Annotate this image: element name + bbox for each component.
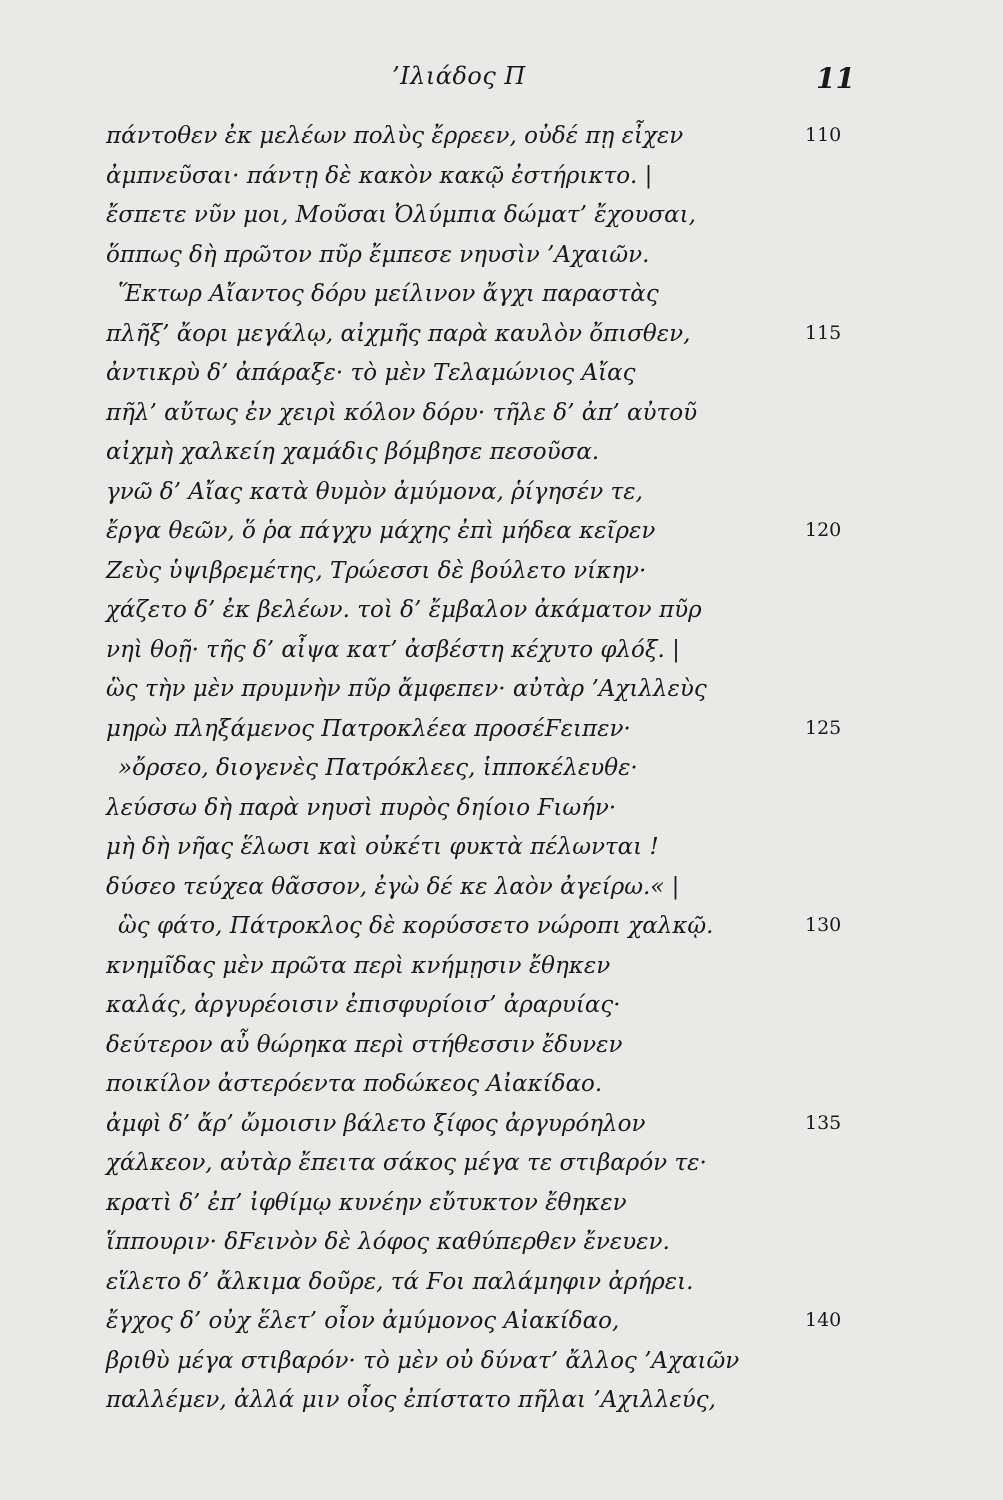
verse-line: πῆλ’ αὔτως ἐν χειρὶ κόλον δόρυ· τῆλε δ’ ἀπ’ αὐτοῦ: [106, 400, 698, 426]
verse-line: ὣς φάτο, Πάτροκλος δὲ κορύσσετο νώροπι χαλκῷ.: [118, 913, 714, 939]
verse-line: ἔργα θεῶν, ὅ ῥα πάγχυ μάχης ἐπὶ μήδεα κεῖρεν: [106, 518, 656, 544]
verse-line: παλλέμεν, ἀλλά μιν οἶος ἐπίστατο πῆλαι ’Αχιλλεύς,: [106, 1387, 716, 1413]
line-number: 140: [805, 1309, 842, 1331]
verse-line: ὅππως δὴ πρῶτον πῦρ ἔμπεσε νηυσὶν ’Αχαιῶν.: [106, 242, 650, 268]
verse-line: νηὶ θοῇ· τῆς δ’ αἶψα κατ’ ἀσβέστη κέχυτο φλόξ. |: [106, 637, 680, 663]
verse-line: ποικίλον ἀστερόεντα ποδώκεος Αἰακίδαο.: [106, 1071, 603, 1097]
page-number: 11: [816, 62, 855, 95]
verse-line: Ζεὺς ὑψιβρεμέτης, Τρώεσσι δὲ βούλετο νίκην·: [106, 558, 647, 584]
verse-line: δύσεο τεύχεα θᾶσσον, ἐγὼ δέ κε λαὸν ἀγείρω.« |: [106, 874, 680, 900]
verse-line: χάζετο δ’ ἐκ βελέων. τοὶ δ’ ἔμβαλον ἀκάματον πῦρ: [106, 597, 702, 623]
line-number: 115: [805, 322, 842, 344]
verse-line: βριθὺ μέγα στιβαρόν· τὸ μὲν οὐ δύνατ’ ἄλλος ’Αχαιῶν: [106, 1348, 740, 1374]
verse-line: »ὄρσεο, διογενὲς Πατρόκλεες, ἱπποκέλευθε·: [118, 755, 638, 781]
verse-line: κρατὶ δ’ ἐπ’ ἰφθίμῳ κυνέην εὔτυκτον ἔθηκεν: [106, 1190, 627, 1216]
verse-line: ὣς τὴν μὲν πρυμνὴν πῦρ ἄμφεπεν· αὐτὰρ ’Αχιλλεὺς: [106, 676, 707, 702]
line-number: 125: [805, 717, 842, 739]
line-number: 130: [805, 914, 842, 936]
verse-line: αἰχμὴ χαλκείη χαμάδις βόμβησε πεσοῦσα.: [106, 439, 600, 465]
verse-line: πλῆξ’ ἄορι μεγάλῳ, αἰχμῆς παρὰ καυλὸν ὄπισθεν,: [106, 321, 691, 347]
verse-line: καλάς, ἀργυρέοισιν ἐπισφυρίοισ’ ἀραρυίας·: [106, 992, 621, 1018]
verse-line: γνῶ δ’ Αἴας κατὰ θυμὸν ἀμύμονα, ῥίγησέν τε,: [106, 479, 643, 505]
running-head-title: ’Ιλιάδος Π: [392, 62, 526, 90]
verse-line: ἵππουριν· δϜεινὸν δὲ λόφος καθύπερθεν ἔνευεν.: [106, 1229, 670, 1255]
verse-line: Ἕκτωρ Αἴαντος δόρυ μείλινον ἄγχι παραστὰς: [118, 281, 659, 307]
line-number: 120: [805, 519, 842, 541]
line-number: 110: [805, 124, 842, 146]
verse-line: ἀμπνεῦσαι· πάντῃ δὲ κακὸν κακῷ ἐστήρικτο. |: [106, 163, 653, 189]
verse-line: λεύσσω δὴ παρὰ νηυσὶ πυρὸς δηίοιο Ϝιωήν·: [106, 795, 617, 821]
verse-line: ἔγχος δ’ οὐχ ἕλετ’ οἶον ἀμύμονος Αἰακίδαο,: [106, 1308, 620, 1334]
verse-line: ἔσπετε νῦν μοι, Μοῦσαι Ὀλύμπια δώματ’ ἔχουσαι,: [106, 202, 696, 228]
verse-line: ἀντικρὺ δ’ ἀπάραξε· τὸ μὲν Τελαμώνιος Αἴας: [106, 360, 636, 386]
verse-line: κνημῖδας μὲν πρῶτα περὶ κνήμῃσιν ἔθηκεν: [106, 953, 611, 979]
verse-line: πάντοθεν ἐκ μελέων πολὺς ἔρρεεν, οὐδέ πῃ εἶχεν: [106, 123, 684, 149]
verse-line: μὴ δὴ νῆας ἕλωσι καὶ οὐκέτι φυκτὰ πέλωνται !: [106, 834, 659, 860]
verse-line: μηρὼ πληξάμενος Πατροκλέεα προσέϜειπεν·: [106, 716, 631, 742]
verse-line: εἵλετο δ’ ἄλκιμα δοῦρε, τά Ϝοι παλάμηφιν ἀρήρει.: [106, 1269, 694, 1295]
verse-line: χάλκεον, αὐτὰρ ἔπειτα σάκος μέγα τε στιβαρόν τε·: [106, 1150, 707, 1176]
line-number: 135: [805, 1112, 842, 1134]
verse-line: ἀμφὶ δ’ ἄρ’ ὤμοισιν βάλετο ξίφος ἀργυρόηλον: [106, 1111, 646, 1137]
verse-line: δεύτερον αὖ θώρηκα περὶ στήθεσσιν ἔδυνεν: [106, 1032, 623, 1058]
